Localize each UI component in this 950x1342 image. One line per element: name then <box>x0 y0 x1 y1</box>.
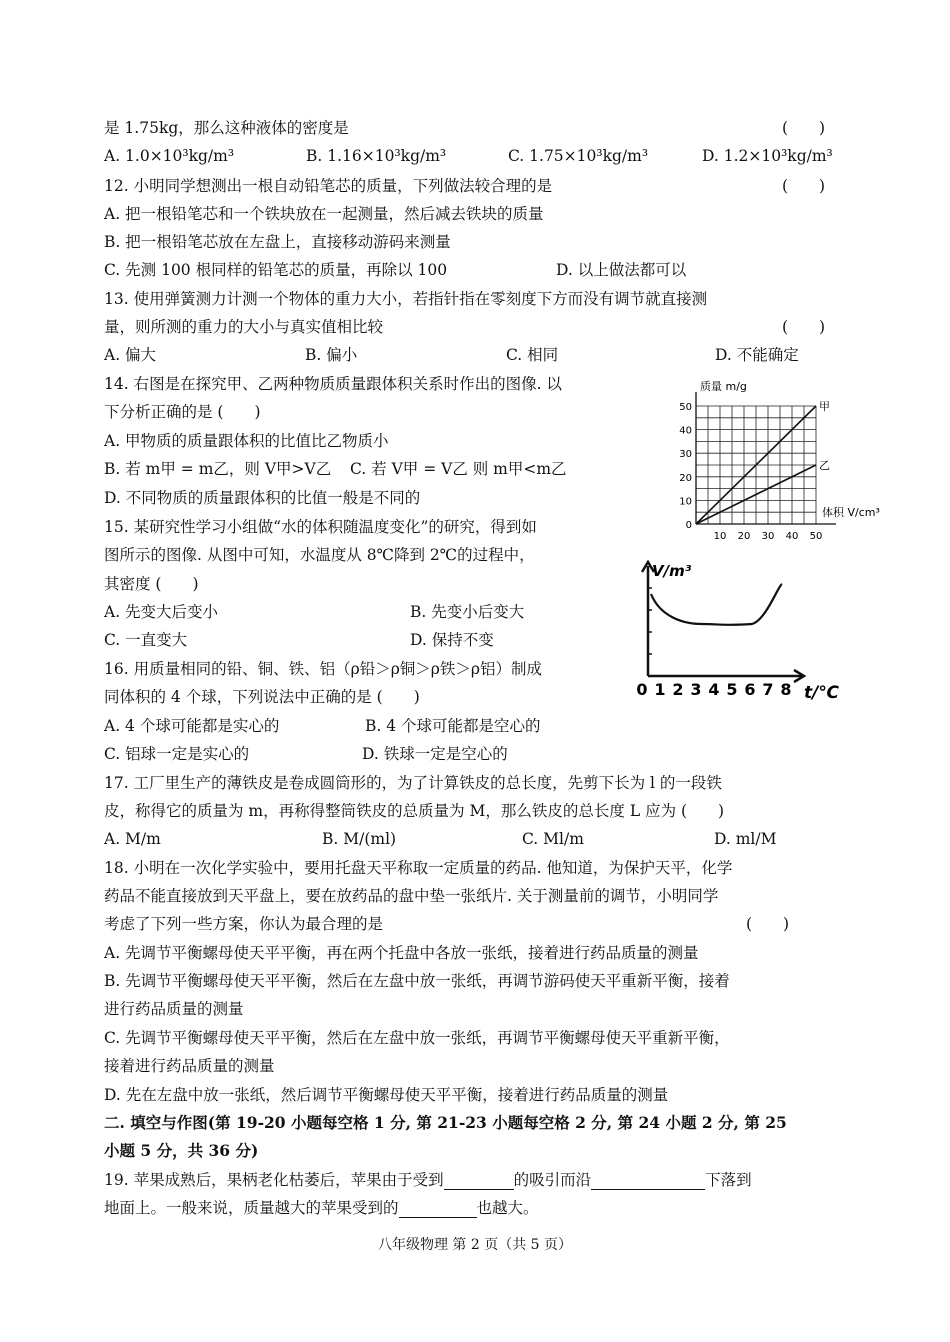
q12-option-b: B. 把一根铅笔芯放在左盘上，直接移动游码来测量 <box>104 233 451 251</box>
q14-option-c: C. 若 V甲 = V乙 则 m甲<m乙 <box>350 460 567 478</box>
q13-option-b: B. 偏小 <box>305 346 358 364</box>
chart-series <box>696 400 830 524</box>
q13-option-c: C. 相同 <box>506 346 559 364</box>
q14-option-a: A. 甲物质的质量跟体积的比值比乙物质小 <box>104 432 389 450</box>
q13-stem-1: 13. 使用弹簧测力计测一个物体的重力大小，若指针指在零刻度下方而没有调节就直接测 <box>104 290 708 308</box>
section-heading-1: 二. 填空与作图(第 19-20 小题每空格 1 分, 第 21-23 小题每空格 2 分, 第 24 小题 2 分, 第 25 <box>104 1113 787 1132</box>
x-tick-label: 5 <box>726 680 738 699</box>
q16-option-a: A. 4 个球可能都是实心的 <box>104 717 280 735</box>
q15-stem-2: 图所示的图像. 从图中可知，水温度从 8℃降到 2℃的过程中， <box>104 546 535 564</box>
x-tick-label: 0 <box>636 680 648 699</box>
answer-paren: ( ) <box>782 119 826 137</box>
q12-option-d: D. 以上做法都可以 <box>556 261 687 279</box>
q15-stem-3: 其密度 ( ) <box>104 575 199 593</box>
x-tick-label: 3 <box>690 680 702 699</box>
y-tick-label: 20 <box>679 472 692 484</box>
q13-option-a: A. 偏大 <box>104 346 157 364</box>
q19-line-2 <box>104 1198 539 1218</box>
x-tick-label: 30 <box>761 531 775 542</box>
answer-paren: ( ) <box>782 318 826 336</box>
q18-option-a: A. 先调节平衡螺母使天平平衡，再在两个托盘中各放一张纸，接着进行药品质量的测量 <box>104 944 699 962</box>
mass-volume-chart <box>668 372 898 542</box>
answer-paren: ( ) <box>746 915 790 933</box>
q11-option-a: A. 1.0×10³kg/m³ <box>104 147 235 165</box>
q15-option-a: A. 先变大后变小 <box>104 603 219 621</box>
q13-option-d: D. 不能确定 <box>715 346 799 364</box>
answer-paren: ( ) <box>782 177 826 195</box>
q12-option-c: C. 先测 100 根同样的铅笔芯的质量，再除以 100 <box>104 261 448 279</box>
q12-stem: 12. 小明同学想测出一根自动铅笔芯的质量，下列做法较合理的是 <box>104 177 553 195</box>
x-tick-label: 2 <box>672 680 684 699</box>
x-tick-label: 40 <box>785 531 799 542</box>
q16-stem-2: 同体积的 4 个球，下列说法中正确的是 ( ) <box>104 688 420 706</box>
q14-option-d: D. 不同物质的质量跟体积的比值一般是不同的 <box>104 489 421 507</box>
x-axis-label: 体积 V/cm³ <box>822 506 880 519</box>
blank-1[interactable] <box>444 1173 514 1190</box>
q17-stem-2: 皮，称得它的质量为 m，再称得整筒铁皮的总质量为 M，那么铁皮的总长度 L 应为 ( ) <box>104 802 725 820</box>
q13-stem-2: 量，则所测的重力的大小与真实值相比较 <box>104 318 384 336</box>
y-axis-label: V/m³ <box>652 562 692 580</box>
q14-stem-2: 下分析正确的是 ( ) <box>104 403 261 421</box>
q11-option-d: D. 1.2×10³kg/m³ <box>702 147 833 165</box>
q17-option-d: D. ml/M <box>714 830 777 848</box>
q18-option-b-1: B. 先调节平衡螺母使天平平衡，然后在左盘中放一张纸，再调节游码使天平重新平衡，接着 <box>104 972 730 990</box>
q18-stem-1: 18. 小明在一次化学实验中，要用托盘天平称取一定质量的药品. 他知道，为保护天平，化学 <box>104 859 733 877</box>
blank-2[interactable] <box>591 1173 705 1190</box>
x-tick-label: 7 <box>762 680 774 699</box>
series-label-1: 甲 <box>819 400 830 413</box>
q19-text-4: 地面上。一般来说，质量越大的苹果受到的 <box>104 1199 399 1217</box>
q16-option-d: D. 铁球一定是空心的 <box>362 745 508 763</box>
x-tick-label: 4 <box>708 680 720 699</box>
q19-text-3: 下落到 <box>705 1171 752 1189</box>
q18-stem-3: 考虑了下列一些方案，你认为最合理的是 <box>104 915 384 933</box>
x-tick-label: 6 <box>744 680 756 699</box>
q18-stem-2: 药品不能直接放到天平盘上，要在放药品的盘中垫一张纸片. 关于测量前的调节，小明同学 <box>104 887 719 905</box>
y-tick-label: 30 <box>679 449 692 461</box>
q11-continued-line: 是 1.75kg，那么这种液体的密度是 <box>104 119 349 137</box>
x-tick-label: 50 <box>809 531 823 542</box>
q11-option-b: B. 1.16×10³kg/m³ <box>306 147 447 165</box>
q18-option-c-1: C. 先调节平衡螺母使天平平衡，然后在左盘中放一张纸，再调节平衡螺母使天平重新平衡， <box>104 1029 730 1047</box>
q15-option-b: B. 先变小后变大 <box>410 603 525 621</box>
x-tick-label: 20 <box>737 531 751 542</box>
q11-option-c: C. 1.75×10³kg/m³ <box>508 147 649 165</box>
x-tick-label: 1 <box>654 680 666 699</box>
q17-stem-1: 17. 工厂里生产的薄铁皮是卷成圆筒形的，为了计算铁皮的总长度，先剪下长为 l 的一段铁 <box>104 774 722 792</box>
x-tick-label: 8 <box>780 680 792 699</box>
y-tick-label: 40 <box>679 425 692 437</box>
q17-option-c: C. Ml/m <box>522 830 584 848</box>
volume-temperature-chart <box>632 558 862 708</box>
q15-option-d: D. 保持不变 <box>410 631 494 649</box>
y-axis-label: 质量 m/g <box>700 380 747 393</box>
q14-stem-1: 14. 右图是在探究甲、乙两种物质质量跟体积关系时作出的图像. 以 <box>104 375 562 393</box>
x-axis-label: t/℃ <box>804 683 839 703</box>
q18-option-c-2: 接着进行药品质量的测量 <box>104 1057 275 1075</box>
q16-stem-1: 16. 用质量相同的铅、铜、铁、铝（ρ铅＞ρ铜＞ρ铁＞ρ铝）制成 <box>104 660 543 678</box>
q14-option-b: B. 若 m甲 = m乙，则 V甲>V乙 <box>104 460 332 478</box>
y-tick-label: 0 <box>685 520 692 531</box>
x-tick-label: 10 <box>713 531 727 542</box>
page-footer: 八年级物理 第 2 页（共 5 页） <box>377 1237 573 1253</box>
q15-option-c: C. 一直变大 <box>104 631 188 649</box>
q15-stem-1: 15. 某研究性学习小组做“水的体积随温度变化”的研究，得到如 <box>104 518 537 536</box>
y-tick-label: 10 <box>679 496 692 508</box>
q19-line-1 <box>104 1170 752 1190</box>
q16-option-b: B. 4 个球可能都是空心的 <box>365 717 541 735</box>
q18-option-d: D. 先在左盘中放一张纸，然后调节平衡螺母使天平平衡，接着进行药品质量的测量 <box>104 1086 669 1104</box>
series-label-2: 乙 <box>819 459 830 472</box>
q18-option-b-2: 进行药品质量的测量 <box>104 1000 244 1018</box>
q12-option-a: A. 把一根铅笔芯和一个铁块放在一起测量，然后减去铁块的质量 <box>104 205 544 223</box>
blank-3[interactable] <box>399 1201 477 1218</box>
section-heading-2: 小题 5 分，共 36 分) <box>104 1141 259 1160</box>
q17-option-b: B. M/(ml) <box>322 830 397 848</box>
q19-text-2: 的吸引而沿 <box>513 1171 592 1189</box>
volume-curve <box>651 584 782 625</box>
x-tick-labels <box>636 680 791 699</box>
q16-option-c: C. 铝球一定是实心的 <box>104 745 250 763</box>
y-tick-label: 50 <box>679 402 692 413</box>
q19-text-1: 19. 苹果成熟后，果柄老化枯萎后，苹果由于受到 <box>104 1171 444 1189</box>
q17-option-a: A. M/m <box>104 830 161 848</box>
q19-text-5: 也越大。 <box>476 1199 539 1217</box>
